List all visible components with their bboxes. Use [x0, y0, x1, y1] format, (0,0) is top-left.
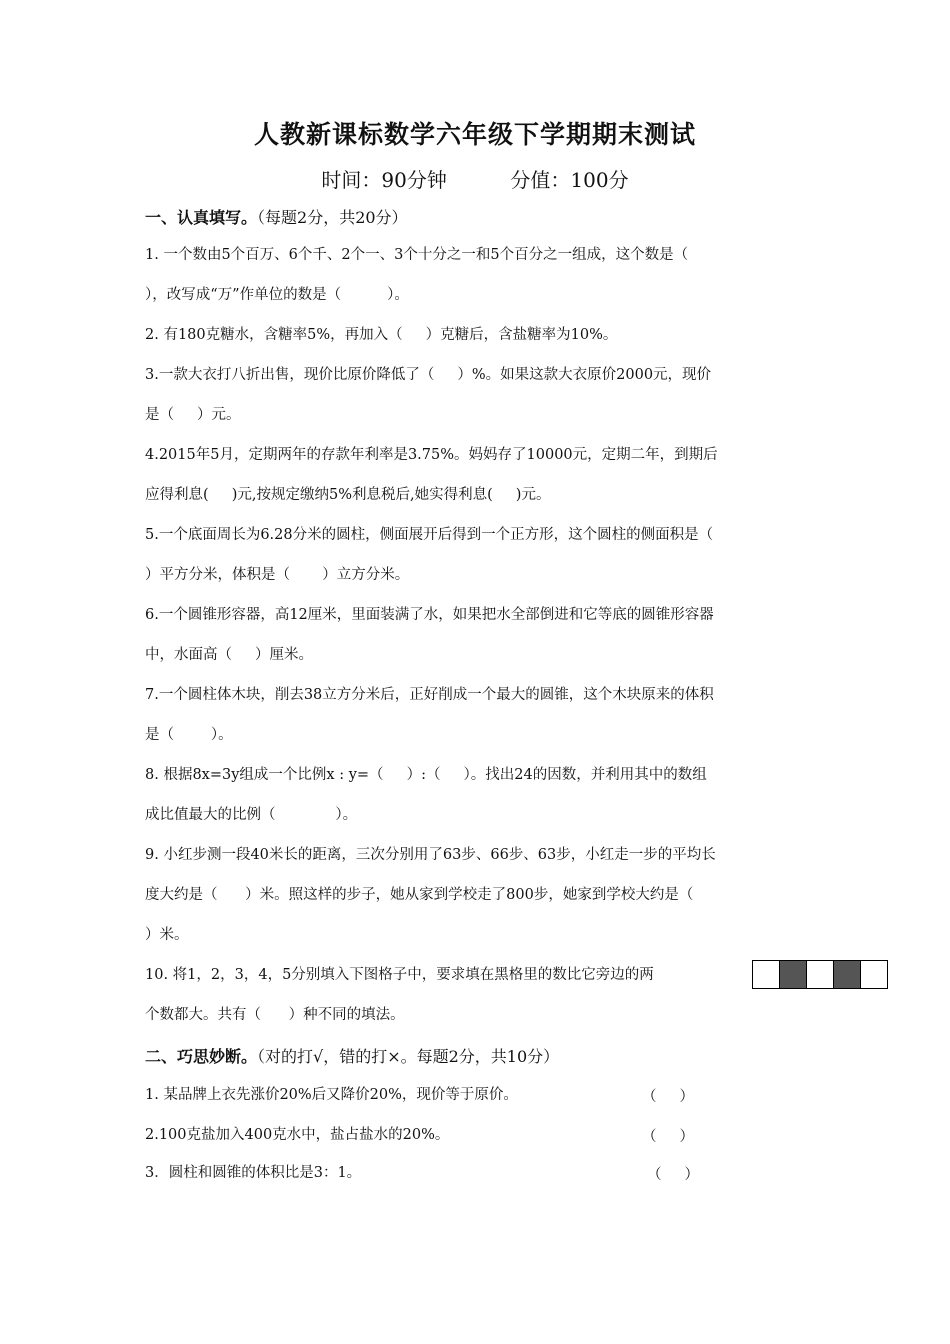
exam-info: 时间：90分钟 分值：100分 [321, 168, 629, 192]
judgment-item: 3．圆柱和圆锥的体积比是3：1。 [145, 1165, 362, 1181]
grid-cell-white [753, 961, 779, 988]
question-line: 个数都大。共有（ ）种不同的填法。 [145, 1007, 405, 1023]
question-line: 8. 根据8x=3y组成一个比例x : y=（ ）:（ ）。找出24的因数，并利用其中的数组 [145, 767, 707, 783]
question-line: ）米。 [145, 927, 189, 943]
judgment-item: 2.100克盐加入400克水中，盐占盐水的20%。 [145, 1127, 450, 1143]
question-line: 中，水面高（ ）厘米。 [145, 647, 314, 663]
answer-parentheses: （ ） [647, 1167, 700, 1183]
question-line: 4.2015年5月，定期两年的存款年利率是3.75%。妈妈存了10000元，定期二年，到期后 [145, 447, 718, 463]
question-line: ）平方分米，体积是（ ）立方分米。 [145, 567, 410, 583]
question-line: 是（ ）元。 [145, 407, 241, 423]
question-line: 7.一个圆柱体木块，削去38立方分米后，正好削成一个最大的圆锥，这个木块原来的体积 [145, 687, 714, 703]
answer-parentheses: （ ） [642, 1089, 695, 1105]
grid-cell-white [860, 961, 887, 988]
question-line: 1. 一个数由5个百万、6个千、2个一、3个十分之一和5个百分之一组成，这个数是（ [145, 247, 689, 263]
section-2-note: （对的打√，错的打×。每题2分，共10分） [257, 1047, 560, 1066]
question-line: 应得利息( )元,按规定缴纳5%利息税后,她实得利息( )元。 [145, 487, 551, 503]
answer-parentheses: （ ） [642, 1129, 695, 1145]
question-line: 度大约是（ ）米。照这样的步子，她从家到学校走了800步，她家到学校大约是（ [145, 887, 694, 903]
question-line: 是（ ）。 [145, 727, 233, 743]
question-line: 成比值最大的比例（ ）。 [145, 807, 358, 823]
section-1-title: 一、认真填写。 [145, 208, 258, 227]
grid-cell-dark [833, 961, 860, 988]
question-line: 6.一个圆锥形容器，高12厘米，里面装满了水，如果把水全部倒进和它等底的圆锥形容器 [145, 607, 714, 623]
section-2-heading [145, 1044, 559, 1067]
section-1-note: （每题2分，共20分） [257, 208, 408, 227]
question-line: 2. 有180克糖水，含糖率5%，再加入（ ）克糖后，含盐糖率为10%。 [145, 327, 618, 343]
question-line: 9. 小红步测一段40米长的距离，三次分别用了63步、66步、63步，小红走一步的平均长 [145, 847, 716, 863]
grid-cell-white [806, 961, 833, 988]
question-line: 10. 将1，2，3，4，5分别填入下图格子中，要求填在黑格里的数比它旁边的两 [145, 967, 654, 983]
question-line: 3.一款大衣打八折出售，现价比原价降低了（ ）%。如果这款大衣原价2000元，现价 [145, 367, 712, 383]
question-line: 5.一个底面周长为6.28分米的圆柱，侧面展开后得到一个正方形，这个圆柱的侧面积是（ [145, 527, 714, 543]
page-title: 人教新课标数学六年级下学期期末测试 [253, 120, 696, 149]
section-1-heading [145, 205, 408, 228]
number-grid [752, 960, 888, 989]
section-2-title: 二、巧思妙断。 [145, 1047, 258, 1066]
grid-cell-dark [779, 961, 806, 988]
question-line: ），改写成“万”作单位的数是（ ）。 [145, 287, 409, 303]
judgment-item: 1. 某品牌上衣先涨价20%后又降价20%，现价等于原价。 [145, 1087, 518, 1103]
